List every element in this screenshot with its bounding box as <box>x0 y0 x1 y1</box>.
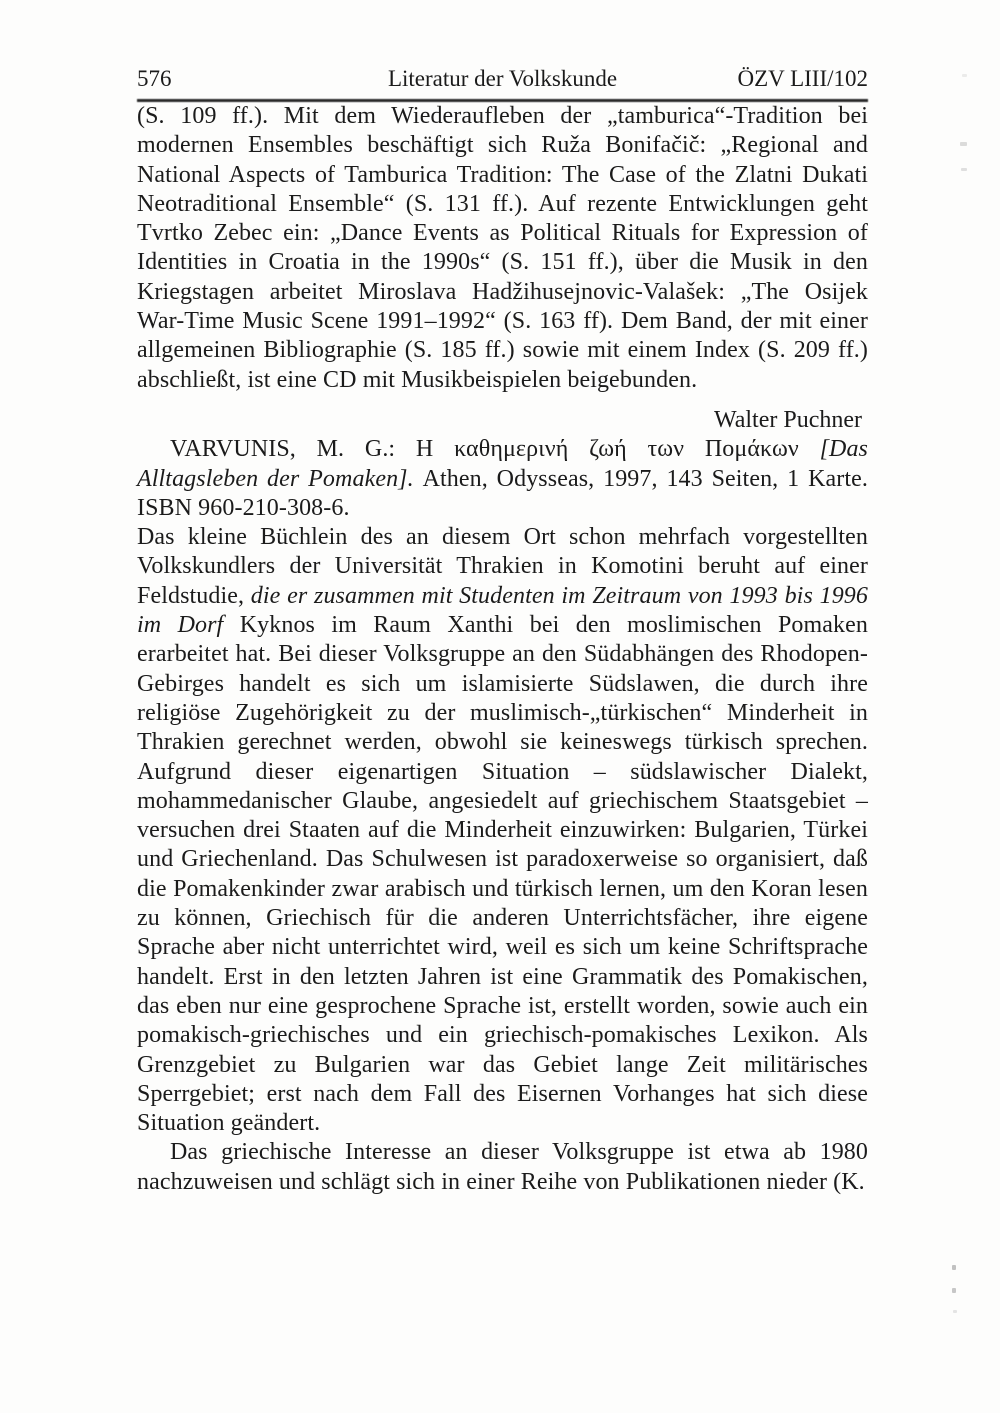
scan-artifact <box>961 168 967 171</box>
scan-artifact <box>960 142 967 146</box>
reviewer-signature: Walter Puchner <box>713 406 862 433</box>
scan-artifact <box>952 1265 956 1270</box>
scan-artifact <box>952 1288 956 1293</box>
scan-artifact <box>962 74 967 77</box>
review-body-paragraph: Das kleine Büchlein des an diesem Ort schon mehrfach vorgestellten Volkskundlers der Universität Thrakien in Komotini beruht auf einer Feldstudie, die er zusammen mit Studenten im Zeitraum von 1993 bis 1996 im Dorf Kyknos im Raum Xanthi bei den moslimischen Pomaken erarbeitet hat. Bei dieser Volksgruppe an den Südabhängen des Rhodopen-Gebirges handelt es sich um islamisierte Südslawen, die durch ihre religiöse Zugehörigkeit zu der muslimisch-„türkischen“ Minderheit in Thrakien gerechnet werden, obwohl sie keineswegs türkisch sprechen. Aufgrund dieser eigenartigen Situation – südslawischer Dialekt, mohammedanischer Glaube, angesiedelt auf griechischem Staatsgebiet – versuchen drei Staaten auf die Minderheit einzuwirken: Bulgarien, Türkei und Griechenland. Das Schulwesen ist paradoxerweise so organisiert, daß die Pomakenkinder zwar arabisch und türkisch lernen, um den Koran lesen zu können, Griechisch für die anderen Unterrichtsfächer, ihre eigene Sprache aber nicht unterrichtet wird, weil es sich um keine Schriftsprache handelt. Erst in den letzten Jahren ist eine Grammatik des Pomakischen, das eben nur eine gesprochene Sprache ist, erstellt worden, sowie auch ein pomakisch-griechisches und ein griechisch-pomakisches Lexikon. Als Grenzgebiet zu Bulgarien war das Gebiet lange Zeit militärisches Sperrgebiet; erst nach dem Fall des Eisernen Vorhanges hat sich diese Situation geändert. <box>137 524 868 1137</box>
review-continuation-paragraph: (S. 109 ff.). Mit dem Wiederaufleben der „tamburica“-Tradition bei modernen Ensembles beschäftigt sich Ruža Bonifačič: „Regional and National Aspects of Tamburica Tradition: The Case of the Zlatni Dukati Neotraditional Ensemble“ (S. 131 ff.). Auf rezente Entwicklungen geht Tvrtko Zebec ein: „Dance Events as Political Rituals for Expression of Identities in Croatia in the 1990s“ (S. 151 ff.), über die Musik in den Kriegstagen arbeitet Miroslava Hadžihusejnovic-Valašek: „The Osijek War-Time Music Scene 1991–1992“ (S. 163 ff). Dem Band, der mit einer allgemeinen Bibliographie (S. 185 ff.) sowie mit einem Index (S. 209 ff.) abschließt, ist eine CD mit Musikbeispielen beigebunden. <box>137 103 868 393</box>
issue-reference: ÖZV LIII/102 <box>737 66 868 91</box>
running-header <box>137 66 868 92</box>
review-closing-paragraph: Das griechische Interesse an dieser Volksgruppe ist etwa ab 1980 nachzuweisen und schlägt sich in einer Reihe von Publikationen nieder (K. <box>137 1139 868 1195</box>
book-citation: VARVUNIS, M. G.: Η καθημερινή ζωή των Πομάκων [Das Alltagsleben der Pomaken]. Athen, Odysseas, 1997, 143 Seiten, 1 Karte. ISBN 960-210-308-6. <box>137 436 868 521</box>
header-rule <box>137 99 868 102</box>
page-number: 576 <box>137 66 172 91</box>
journal-section-title: Literatur der Volkskunde <box>387 66 618 91</box>
text-column <box>137 66 868 1197</box>
scan-artifact <box>953 1310 957 1313</box>
